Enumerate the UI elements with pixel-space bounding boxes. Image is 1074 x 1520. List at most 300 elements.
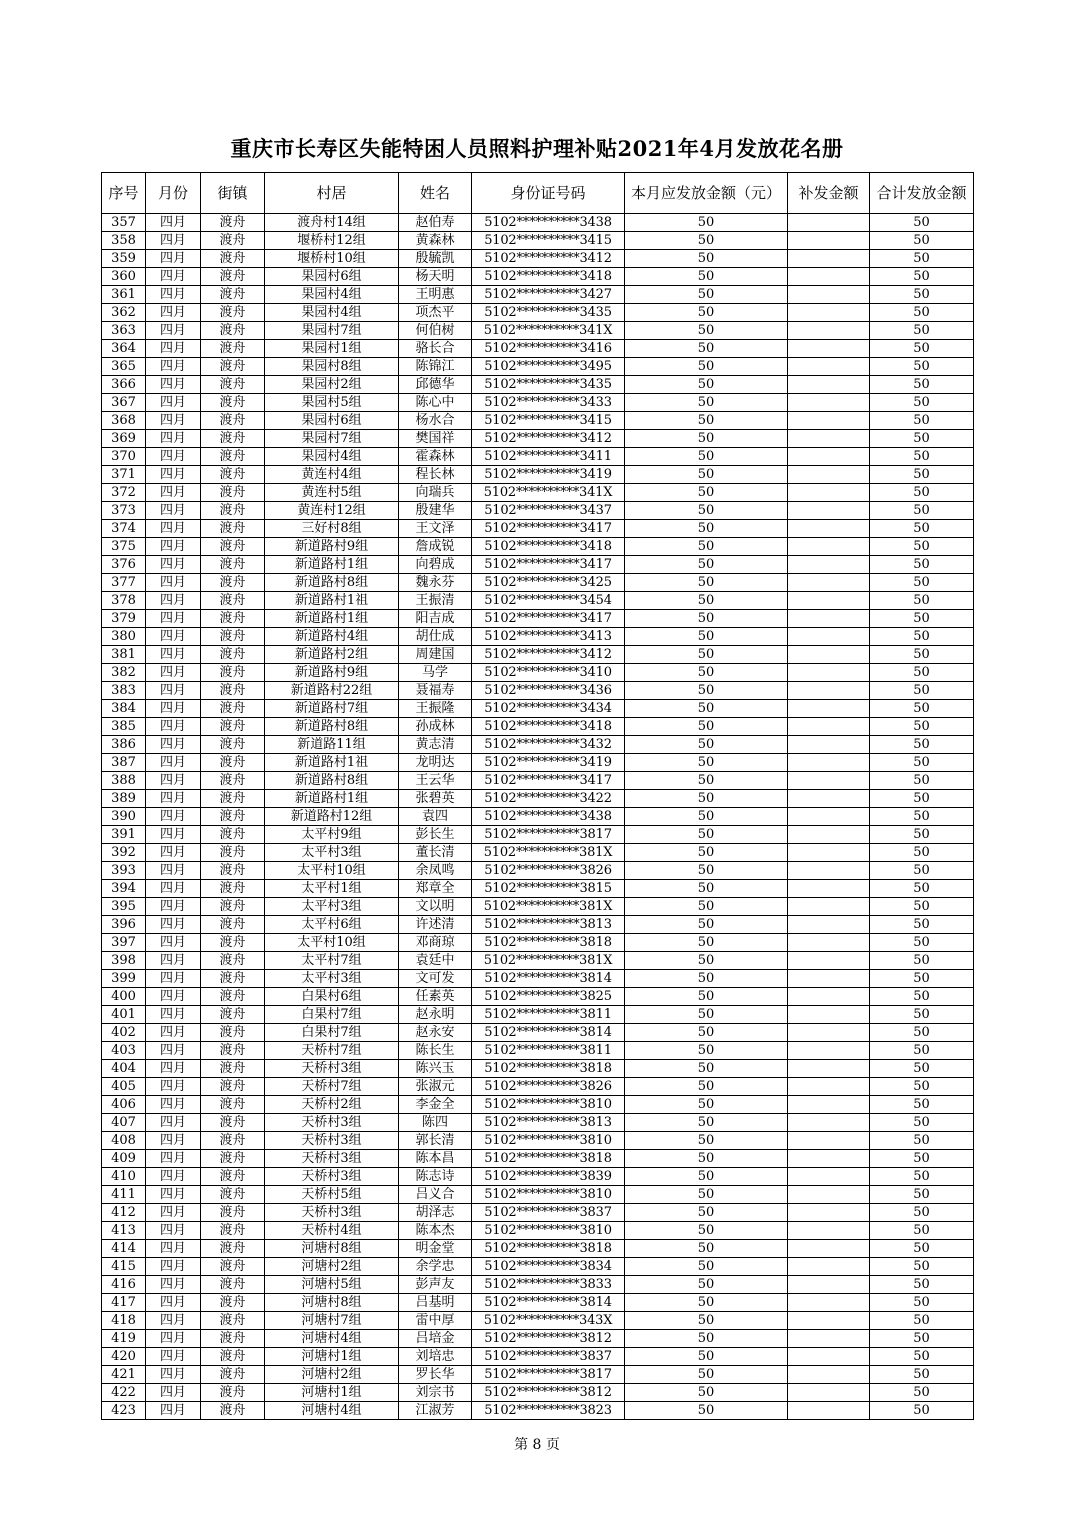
table-row	[102, 1276, 974, 1294]
amount-cell: 50	[625, 520, 788, 538]
supplement-cell	[788, 880, 870, 898]
total-cell: 50	[870, 646, 974, 664]
amount-cell: 50	[625, 1366, 788, 1384]
name-cell: 王振清	[399, 592, 472, 610]
supplement-cell	[788, 340, 870, 358]
month-cell: 四月	[146, 880, 201, 898]
supplement-cell	[788, 1222, 870, 1240]
name-cell: 陈本昌	[399, 1150, 472, 1168]
seq-cell: 410	[102, 1168, 146, 1186]
amount-cell: 50	[625, 250, 788, 268]
table-row	[102, 430, 974, 448]
total-cell: 50	[870, 1006, 974, 1024]
page-title: 重庆市长寿区失能特困人员照料护理补贴2021年4月发放花名册	[230, 136, 844, 161]
village-cell: 天桥村4组	[265, 1222, 399, 1240]
name-cell: 杨天明	[399, 268, 472, 286]
town-cell: 渡舟	[201, 844, 265, 862]
id-cell: 5102**********341X	[472, 484, 625, 502]
header-supplement: 补发金额	[788, 173, 870, 214]
month-cell: 四月	[146, 1168, 201, 1186]
seq-cell: 402	[102, 1024, 146, 1042]
village-cell: 果园村4组	[265, 304, 399, 322]
amount-cell: 50	[625, 1006, 788, 1024]
name-cell: 胡泽志	[399, 1204, 472, 1222]
amount-cell: 50	[625, 862, 788, 880]
table-row	[102, 556, 974, 574]
village-cell: 新道路村8组	[265, 772, 399, 790]
town-cell: 渡舟	[201, 1060, 265, 1078]
total-cell: 50	[870, 880, 974, 898]
id-cell: 5102**********3826	[472, 862, 625, 880]
name-cell: 周建国	[399, 646, 472, 664]
supplement-cell	[788, 358, 870, 376]
town-cell: 渡舟	[201, 790, 265, 808]
name-cell: 李金全	[399, 1096, 472, 1114]
supplement-cell	[788, 934, 870, 952]
total-cell: 50	[870, 1258, 974, 1276]
id-cell: 5102**********3837	[472, 1348, 625, 1366]
seq-cell: 372	[102, 484, 146, 502]
town-cell: 渡舟	[201, 268, 265, 286]
page-number: 第 8 页	[514, 1437, 560, 1453]
seq-cell: 395	[102, 898, 146, 916]
table-row	[102, 736, 974, 754]
total-cell: 50	[870, 502, 974, 520]
town-cell: 渡舟	[201, 214, 265, 232]
name-cell: 刘宗书	[399, 1384, 472, 1402]
town-cell: 渡舟	[201, 664, 265, 682]
seq-cell: 420	[102, 1348, 146, 1366]
town-cell: 渡舟	[201, 1150, 265, 1168]
name-cell: 任素英	[399, 988, 472, 1006]
id-cell: 5102**********381X	[472, 844, 625, 862]
table-row	[102, 376, 974, 394]
village-cell: 果园村7组	[265, 322, 399, 340]
total-cell: 50	[870, 574, 974, 592]
seq-cell: 374	[102, 520, 146, 538]
town-cell: 渡舟	[201, 502, 265, 520]
seq-cell: 414	[102, 1240, 146, 1258]
month-cell: 四月	[146, 484, 201, 502]
town-cell: 渡舟	[201, 880, 265, 898]
village-cell: 河塘村5组	[265, 1276, 399, 1294]
village-cell: 河塘村7组	[265, 1312, 399, 1330]
seq-cell: 418	[102, 1312, 146, 1330]
village-cell: 黄连村12组	[265, 502, 399, 520]
village-cell: 太平村3组	[265, 898, 399, 916]
table-row	[102, 1168, 974, 1186]
amount-cell: 50	[625, 574, 788, 592]
table-row	[102, 538, 974, 556]
amount-cell: 50	[625, 448, 788, 466]
table-row	[102, 880, 974, 898]
town-cell: 渡舟	[201, 250, 265, 268]
town-cell: 渡舟	[201, 556, 265, 574]
total-cell: 50	[870, 700, 974, 718]
town-cell: 渡舟	[201, 466, 265, 484]
supplement-cell	[788, 592, 870, 610]
month-cell: 四月	[146, 538, 201, 556]
total-cell: 50	[870, 538, 974, 556]
total-cell: 50	[870, 1402, 974, 1420]
amount-cell: 50	[625, 664, 788, 682]
amount-cell: 50	[625, 1204, 788, 1222]
total-cell: 50	[870, 214, 974, 232]
supplement-cell	[788, 754, 870, 772]
amount-cell: 50	[625, 556, 788, 574]
month-cell: 四月	[146, 736, 201, 754]
table-row	[102, 916, 974, 934]
table-row	[102, 340, 974, 358]
header-town: 街镇	[201, 173, 265, 214]
table-row	[102, 1042, 974, 1060]
village-cell: 新道路村1祖	[265, 592, 399, 610]
seq-cell: 362	[102, 304, 146, 322]
town-cell: 渡舟	[201, 826, 265, 844]
town-cell: 渡舟	[201, 232, 265, 250]
seq-cell: 419	[102, 1330, 146, 1348]
amount-cell: 50	[625, 1114, 788, 1132]
name-cell: 张碧英	[399, 790, 472, 808]
village-cell: 果园村1组	[265, 340, 399, 358]
town-cell: 渡舟	[201, 1222, 265, 1240]
village-cell: 天桥村2组	[265, 1096, 399, 1114]
month-cell: 四月	[146, 340, 201, 358]
town-cell: 渡舟	[201, 592, 265, 610]
name-cell: 陈四	[399, 1114, 472, 1132]
village-cell: 天桥村3组	[265, 1060, 399, 1078]
town-cell: 渡舟	[201, 700, 265, 718]
month-cell: 四月	[146, 250, 201, 268]
table-row	[102, 448, 974, 466]
seq-cell: 417	[102, 1294, 146, 1312]
total-cell: 50	[870, 952, 974, 970]
table-row	[102, 1204, 974, 1222]
village-cell: 新道路村9组	[265, 664, 399, 682]
table-row	[102, 304, 974, 322]
amount-cell: 50	[625, 394, 788, 412]
month-cell: 四月	[146, 268, 201, 286]
id-cell: 5102**********3810	[472, 1132, 625, 1150]
month-cell: 四月	[146, 1078, 201, 1096]
town-cell: 渡舟	[201, 1096, 265, 1114]
total-cell: 50	[870, 970, 974, 988]
village-cell: 白果村7组	[265, 1006, 399, 1024]
supplement-cell	[788, 304, 870, 322]
village-cell: 新道路11组	[265, 736, 399, 754]
village-cell: 河塘村2组	[265, 1366, 399, 1384]
table-row	[102, 358, 974, 376]
supplement-cell	[788, 970, 870, 988]
town-cell: 渡舟	[201, 448, 265, 466]
seq-cell: 377	[102, 574, 146, 592]
supplement-cell	[788, 538, 870, 556]
month-cell: 四月	[146, 322, 201, 340]
table-row	[102, 1060, 974, 1078]
supplement-cell	[788, 1168, 870, 1186]
month-cell: 四月	[146, 826, 201, 844]
total-cell: 50	[870, 412, 974, 430]
village-cell: 河塘村4组	[265, 1402, 399, 1420]
id-cell: 5102**********3412	[472, 250, 625, 268]
month-cell: 四月	[146, 556, 201, 574]
table-row	[102, 1186, 974, 1204]
id-cell: 5102**********3419	[472, 754, 625, 772]
amount-cell: 50	[625, 466, 788, 484]
total-cell: 50	[870, 844, 974, 862]
amount-cell: 50	[625, 700, 788, 718]
table-row	[102, 394, 974, 412]
seq-cell: 399	[102, 970, 146, 988]
supplement-cell	[788, 1186, 870, 1204]
town-cell: 渡舟	[201, 412, 265, 430]
total-cell: 50	[870, 448, 974, 466]
supplement-cell	[788, 502, 870, 520]
seq-cell: 394	[102, 880, 146, 898]
amount-cell: 50	[625, 1330, 788, 1348]
name-cell: 江淑芳	[399, 1402, 472, 1420]
supplement-cell	[788, 232, 870, 250]
name-cell: 马学	[399, 664, 472, 682]
total-cell: 50	[870, 1222, 974, 1240]
supplement-cell	[788, 430, 870, 448]
seq-cell: 367	[102, 394, 146, 412]
total-cell: 50	[870, 1132, 974, 1150]
id-cell: 5102**********3818	[472, 1240, 625, 1258]
village-cell: 堰桥村12组	[265, 232, 399, 250]
amount-cell: 50	[625, 610, 788, 628]
name-cell: 陈锦江	[399, 358, 472, 376]
village-cell: 太平村10组	[265, 862, 399, 880]
table-row	[102, 610, 974, 628]
total-cell: 50	[870, 916, 974, 934]
amount-cell: 50	[625, 538, 788, 556]
header-month: 月份	[146, 173, 201, 214]
amount-cell: 50	[625, 826, 788, 844]
total-cell: 50	[870, 1312, 974, 1330]
seq-cell: 400	[102, 988, 146, 1006]
table-row	[102, 250, 974, 268]
seq-cell: 385	[102, 718, 146, 736]
seq-cell: 422	[102, 1384, 146, 1402]
month-cell: 四月	[146, 574, 201, 592]
town-cell: 渡舟	[201, 1294, 265, 1312]
amount-cell: 50	[625, 484, 788, 502]
amount-cell: 50	[625, 880, 788, 898]
name-cell: 骆长合	[399, 340, 472, 358]
village-cell: 果园村8组	[265, 358, 399, 376]
name-cell: 彭声友	[399, 1276, 472, 1294]
amount-cell: 50	[625, 790, 788, 808]
amount-cell: 50	[625, 682, 788, 700]
seq-cell: 416	[102, 1276, 146, 1294]
month-cell: 四月	[146, 376, 201, 394]
id-cell: 5102**********3825	[472, 988, 625, 1006]
month-cell: 四月	[146, 1006, 201, 1024]
id-cell: 5102**********3814	[472, 1294, 625, 1312]
amount-cell: 50	[625, 844, 788, 862]
village-cell: 果园村2组	[265, 376, 399, 394]
id-cell: 5102**********343X	[472, 1312, 625, 1330]
name-cell: 明金堂	[399, 1240, 472, 1258]
table-row	[102, 1312, 974, 1330]
seq-cell: 379	[102, 610, 146, 628]
month-cell: 四月	[146, 610, 201, 628]
total-cell: 50	[870, 1042, 974, 1060]
supplement-cell	[788, 1114, 870, 1132]
name-cell: 龙明达	[399, 754, 472, 772]
supplement-cell	[788, 790, 870, 808]
id-cell: 5102**********3417	[472, 556, 625, 574]
total-cell: 50	[870, 718, 974, 736]
supplement-cell	[788, 664, 870, 682]
village-cell: 新道路村8组	[265, 574, 399, 592]
month-cell: 四月	[146, 1186, 201, 1204]
village-cell: 果园村6组	[265, 268, 399, 286]
total-cell: 50	[870, 1366, 974, 1384]
village-cell: 新道路村2组	[265, 646, 399, 664]
seq-cell: 390	[102, 808, 146, 826]
amount-cell: 50	[625, 628, 788, 646]
seq-cell: 380	[102, 628, 146, 646]
table-header-row	[102, 173, 974, 214]
name-cell: 袁廷中	[399, 952, 472, 970]
id-cell: 5102**********3810	[472, 1186, 625, 1204]
seq-cell: 413	[102, 1222, 146, 1240]
total-cell: 50	[870, 1276, 974, 1294]
supplement-cell	[788, 448, 870, 466]
amount-cell: 50	[625, 988, 788, 1006]
supplement-cell	[788, 1348, 870, 1366]
header-seq: 序号	[102, 173, 146, 214]
supplement-cell	[788, 826, 870, 844]
month-cell: 四月	[146, 988, 201, 1006]
supplement-cell	[788, 682, 870, 700]
header-id: 身份证号码	[472, 173, 625, 214]
supplement-cell	[788, 1204, 870, 1222]
id-cell: 5102**********3435	[472, 304, 625, 322]
seq-cell: 423	[102, 1402, 146, 1420]
amount-cell: 50	[625, 1096, 788, 1114]
amount-cell: 50	[625, 1150, 788, 1168]
supplement-cell	[788, 520, 870, 538]
amount-cell: 50	[625, 736, 788, 754]
supplement-cell	[788, 394, 870, 412]
total-cell: 50	[870, 898, 974, 916]
table-row	[102, 1096, 974, 1114]
total-cell: 50	[870, 988, 974, 1006]
supplement-cell	[788, 412, 870, 430]
town-cell: 渡舟	[201, 286, 265, 304]
id-cell: 5102**********3422	[472, 790, 625, 808]
month-cell: 四月	[146, 1132, 201, 1150]
village-cell: 新道路村7组	[265, 700, 399, 718]
id-cell: 5102**********3438	[472, 214, 625, 232]
town-cell: 渡舟	[201, 1384, 265, 1402]
name-cell: 孙成林	[399, 718, 472, 736]
name-cell: 文可发	[399, 970, 472, 988]
town-cell: 渡舟	[201, 1042, 265, 1060]
total-cell: 50	[870, 520, 974, 538]
amount-cell: 50	[625, 304, 788, 322]
total-cell: 50	[870, 322, 974, 340]
id-cell: 5102**********3415	[472, 232, 625, 250]
supplement-cell	[788, 700, 870, 718]
month-cell: 四月	[146, 592, 201, 610]
village-cell: 果园村6组	[265, 412, 399, 430]
id-cell: 5102**********3812	[472, 1384, 625, 1402]
name-cell: 余学忠	[399, 1258, 472, 1276]
id-cell: 5102**********341X	[472, 322, 625, 340]
month-cell: 四月	[146, 448, 201, 466]
supplement-cell	[788, 1096, 870, 1114]
seq-cell: 366	[102, 376, 146, 394]
village-cell: 新道路村1组	[265, 610, 399, 628]
table-row	[102, 1150, 974, 1168]
supplement-cell	[788, 916, 870, 934]
name-cell: 程长林	[399, 466, 472, 484]
month-cell: 四月	[146, 214, 201, 232]
table-row	[102, 1078, 974, 1096]
amount-cell: 50	[625, 1402, 788, 1420]
amount-cell: 50	[625, 286, 788, 304]
village-cell: 渡舟村14组	[265, 214, 399, 232]
id-cell: 5102**********3438	[472, 808, 625, 826]
name-cell: 赵伯寿	[399, 214, 472, 232]
total-cell: 50	[870, 1348, 974, 1366]
month-cell: 四月	[146, 1060, 201, 1078]
town-cell: 渡舟	[201, 574, 265, 592]
table-row	[102, 574, 974, 592]
village-cell: 太平村3组	[265, 844, 399, 862]
id-cell: 5102**********3817	[472, 826, 625, 844]
seq-cell: 370	[102, 448, 146, 466]
amount-cell: 50	[625, 376, 788, 394]
month-cell: 四月	[146, 232, 201, 250]
seq-cell: 412	[102, 1204, 146, 1222]
month-cell: 四月	[146, 718, 201, 736]
seq-cell: 398	[102, 952, 146, 970]
id-cell: 5102**********3410	[472, 664, 625, 682]
table-row	[102, 934, 974, 952]
total-cell: 50	[870, 610, 974, 628]
name-cell: 袁四	[399, 808, 472, 826]
village-cell: 果园村4组	[265, 448, 399, 466]
id-cell: 5102**********3435	[472, 376, 625, 394]
table-row	[102, 214, 974, 232]
supplement-cell	[788, 1060, 870, 1078]
seq-cell: 368	[102, 412, 146, 430]
total-cell: 50	[870, 340, 974, 358]
town-cell: 渡舟	[201, 682, 265, 700]
town-cell: 渡舟	[201, 520, 265, 538]
seq-cell: 375	[102, 538, 146, 556]
name-cell: 霍森林	[399, 448, 472, 466]
table-row	[102, 1384, 974, 1402]
month-cell: 四月	[146, 1222, 201, 1240]
total-cell: 50	[870, 250, 974, 268]
month-cell: 四月	[146, 970, 201, 988]
table-row	[102, 646, 974, 664]
table-row	[102, 826, 974, 844]
table-row	[102, 1006, 974, 1024]
supplement-cell	[788, 772, 870, 790]
table-row	[102, 1366, 974, 1384]
supplement-cell	[788, 376, 870, 394]
month-cell: 四月	[146, 1204, 201, 1222]
table-row	[102, 1240, 974, 1258]
name-cell: 吕基明	[399, 1294, 472, 1312]
